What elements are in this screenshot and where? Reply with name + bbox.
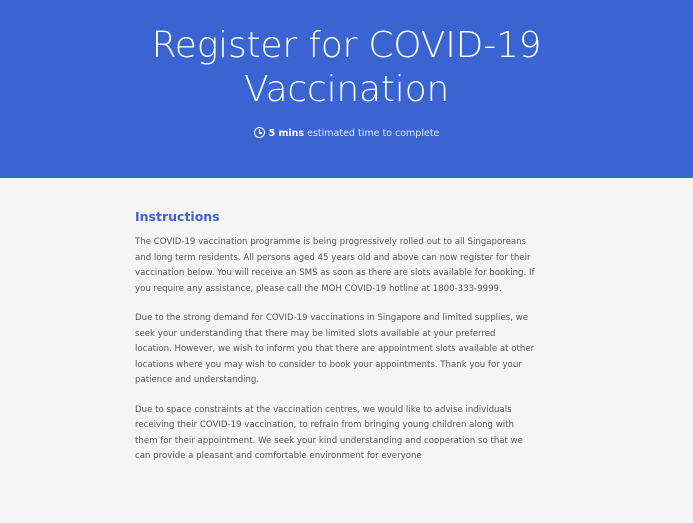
duration-suffix: estimated time to complete (307, 128, 440, 139)
clock-icon (254, 127, 265, 138)
page-title-line-2: Vaccination (243, 69, 450, 110)
duration-value: 5 mins (268, 128, 305, 139)
estimated-time (0, 125, 693, 143)
instructions-section (135, 208, 535, 479)
page-title-line-1: Register for COVID-19 (151, 25, 542, 66)
instructions-paragraph-3: Due to space constraints at the vaccination centres, we would like to advise individuals receiving their COVID-19 vaccination, to refrain from bringing young children along with them for their appointment. We seek your kind understanding and cooperation so that we can provide a pleasant and comfortable environment for everyone (135, 404, 523, 461)
instructions-title: Instructions (135, 209, 220, 224)
instructions-paragraph-1: The COVID-19 vaccination programme is being progressively rolled out to all Singaporeans and long term residents. All persons aged 45 years old and above can now register for their vaccination below. You will receive an SMS as soon as there are slots available for booking. If you require any assistance, please call the MOH COVID-19 hotline at 1800-333-9999. (135, 237, 535, 294)
instructions-paragraph-2: Due to the strong demand for COVID-19 vaccinations in Singapore and limited supplies, we seek your understanding that there may be limited slots available at your preferred location. However, we wish to inform you that there are appointment slots available at other locations where you may wish to consider to book your appointments. Thank you for your patience and understanding. (135, 313, 535, 385)
hero-banner (0, 0, 693, 178)
page-title (0, 24, 693, 112)
